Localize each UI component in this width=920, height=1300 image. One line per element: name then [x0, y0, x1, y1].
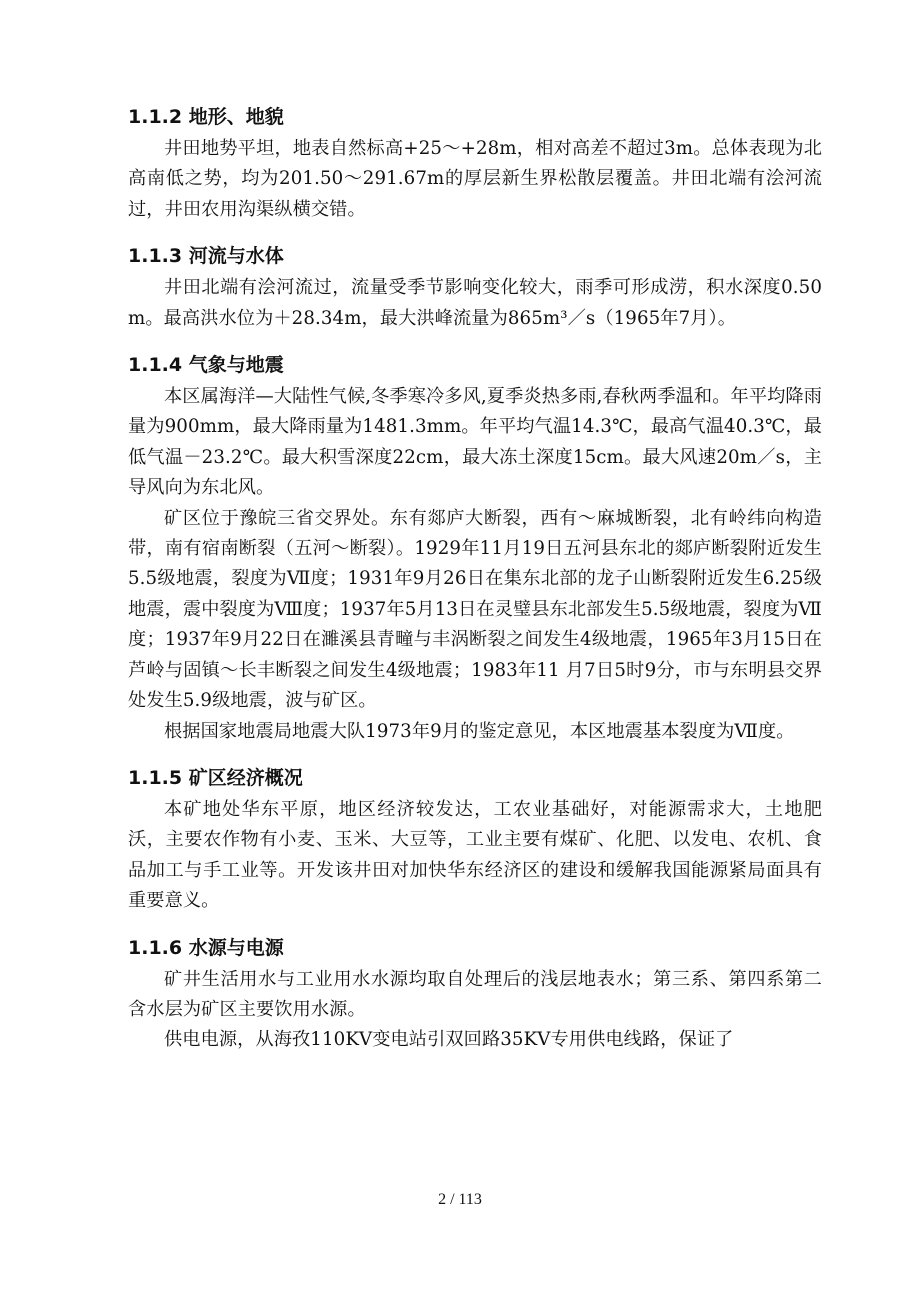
paragraph: 供电电源，从海孜110KV变电站引双回路35KV专用供电线路，保证了 — [164, 1029, 734, 1051]
section-economy — [128, 761, 822, 917]
paragraph: 矿井生活用水与工业用水水源均取自处理后的浅层地表水；第三系、第四系第二含水层为矿区主要饮用水源。 — [128, 968, 822, 1020]
section-heading: 1.1.4 气象与地震 — [128, 354, 284, 377]
paragraph: 井田地势平坦，地表自然标高+25～+28m，相对高差不超过3m。总体表现为北高南低之势，均为201.50～291.67m的厚层新生界松散层覆盖。井田北端有浍河流过，井田农用沟渠纵横交错。 — [128, 138, 822, 220]
section-terrain — [128, 100, 822, 225]
document-page — [128, 100, 822, 1056]
page-number: 2 / 113 — [438, 1191, 482, 1208]
paragraph: 本矿地处华东平原，地区经济较发达，工农业基础好，对能源需求大，土地肥沃，主要农作物有小麦、玉米、大豆等，工业主要有煤矿、化肥、以发电、农机、食品加工与手工业等。开发该井田对加快华东经济区的建设和缓解我国能源紧局面具有重要意义。 — [128, 798, 822, 912]
paragraph: 井田北端有浍河流过，流量受季节影响变化较大，雨季可形成涝，积水深度0.50 m。最高洪水位为＋28.34m，最大洪峰流量为865m³／s（1965年7月）。 — [128, 277, 822, 329]
section-water-power — [128, 931, 822, 1056]
section-heading: 1.1.2 地形、地貌 — [128, 106, 284, 128]
section-heading: 1.1.3 河流与水体 — [128, 245, 284, 268]
paragraph: 矿区位于豫皖三省交界处。东有郯庐大断裂，西有～麻城断裂，北有岭纬向构造带，南有宿南断裂（五河～断裂）。1929年11月19日五河县东北的郯庐断裂附近发生5.5级地震，裂度为Ⅶ度；1931年9月26日在集东北部的龙子山断裂附近发生6.25级地震，震中裂度为Ⅷ度；1937年5月13日在灵璧县东北部发生5.5级地震，裂度为Ⅶ度；1937年9月22日在濉溪县青疃与丰涡断裂之间发生4级地震，1965年3月15日在芦岭与固镇～长丰断裂之间发生4级地震；1983年11 月7日5时9分，市与东明县交界处发生5.9级地震，波与矿区。 — [128, 507, 822, 712]
section-rivers — [128, 239, 822, 334]
paragraph: 本区属海洋—大陆性气候,冬季寒冷多风,夏季炎热多雨,春秋两季温和。年平均降雨量为900mm，最大降雨量为1481.3mm。年平均气温14.3℃，最高气温40.3℃，最低气温－23.2℃。最大积雪深度22cm，最大冻土深度15cm。最大风速20m／s，主导风向为东北风。 — [128, 386, 822, 499]
section-climate-earthquake — [128, 348, 822, 747]
paragraph: 根据国家地震局地震大队1973年9月的鉴定意见，本区地震基本裂度为Ⅶ度。 — [164, 720, 795, 742]
section-heading: 1.1.5 矿区经济概况 — [128, 766, 303, 789]
section-heading: 1.1.6 水源与电源 — [128, 936, 284, 959]
